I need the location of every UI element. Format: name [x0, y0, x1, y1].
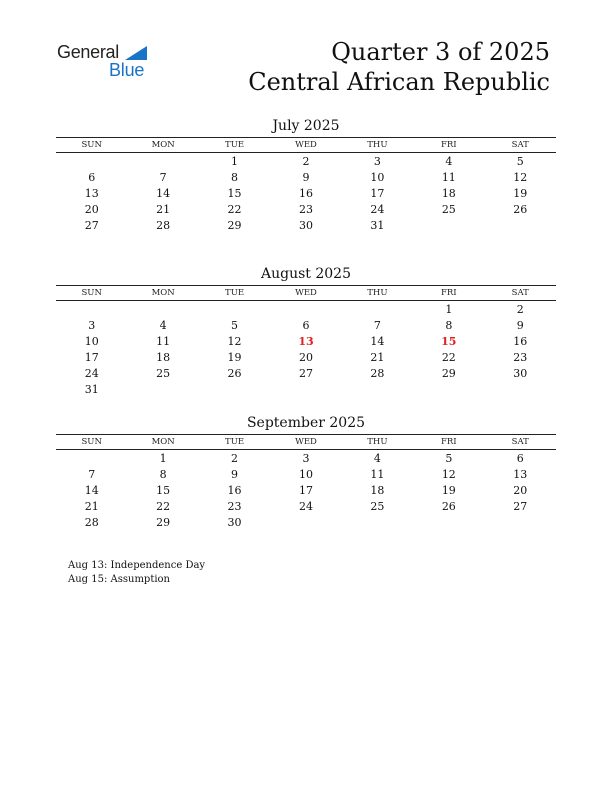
week-row [56, 169, 556, 185]
day-cell: 16 [513, 334, 528, 348]
day-cell: 5 [231, 318, 239, 332]
day-cell: 29 [441, 366, 456, 380]
day-cell: 21 [84, 499, 99, 513]
weekday-label: SUN [81, 437, 102, 447]
holiday-day-cell: 13 [298, 334, 314, 348]
day-cell: 2 [302, 154, 310, 168]
day-cell: 17 [370, 186, 385, 200]
day-cell: 4 [445, 154, 453, 168]
day-cell: 6 [88, 170, 96, 184]
day-cell: 31 [84, 382, 99, 396]
day-cell: 30 [298, 218, 313, 232]
day-cell: 30 [513, 366, 528, 380]
weekday-label: SAT [511, 140, 529, 150]
day-cell: 13 [84, 186, 99, 200]
day-cell: 10 [370, 170, 385, 184]
month-september [56, 414, 556, 530]
day-cell: 16 [227, 483, 242, 497]
week-row [56, 365, 556, 381]
weekday-label: MON [151, 437, 175, 447]
day-cell: 26 [441, 499, 456, 513]
weekday-label: TUE [225, 288, 245, 298]
weekday-label: FRI [440, 140, 457, 150]
week-row [56, 514, 556, 530]
day-cell: 7 [373, 318, 381, 332]
day-cell: 19 [513, 186, 528, 200]
page-title: Quarter 3 of 2025 [331, 38, 550, 66]
day-cell: 26 [227, 366, 242, 380]
page-subtitle: Central African Republic [248, 68, 550, 96]
week-row [56, 153, 556, 169]
day-cell: 18 [441, 186, 456, 200]
month-july [56, 117, 556, 233]
day-cell: 22 [156, 499, 171, 513]
day-cell: 11 [370, 467, 385, 481]
weekday-label: WED [295, 288, 317, 298]
day-cell: 15 [227, 186, 242, 200]
day-cell: 13 [513, 467, 528, 481]
weekday-label: FRI [440, 288, 457, 298]
day-cell: 6 [302, 318, 310, 332]
month-title: August 2025 [261, 266, 351, 282]
day-cell: 24 [298, 499, 313, 513]
week-row [56, 482, 556, 498]
day-cell: 9 [231, 467, 239, 481]
weekday-label: MON [151, 288, 175, 298]
weekday-label: THU [367, 437, 388, 447]
day-cell: 14 [156, 186, 171, 200]
weekday-label: SAT [511, 288, 529, 298]
day-cell: 29 [156, 515, 171, 529]
week-row [56, 466, 556, 482]
day-cell: 12 [227, 334, 242, 348]
month-title: July 2025 [272, 118, 340, 134]
month-august [56, 265, 556, 397]
day-cell: 31 [370, 218, 385, 232]
day-cell: 17 [84, 350, 99, 364]
week-row [56, 349, 556, 365]
day-cell: 22 [227, 202, 242, 216]
day-cell: 26 [513, 202, 528, 216]
weekday-header-row [56, 434, 556, 450]
holiday-note: Aug 13: Independence Day [68, 560, 206, 571]
day-cell: 12 [513, 170, 528, 184]
weekday-label: FRI [440, 437, 457, 447]
weekday-label: WED [295, 437, 317, 447]
day-cell: 18 [156, 350, 171, 364]
day-cell: 3 [302, 451, 310, 465]
day-cell: 24 [370, 202, 385, 216]
holiday-day-cell: 15 [441, 334, 457, 348]
day-cell: 3 [373, 154, 381, 168]
weekday-label: SAT [511, 437, 529, 447]
month-title: September 2025 [246, 415, 366, 431]
week-row [56, 333, 556, 349]
week-row [56, 301, 556, 317]
day-cell: 8 [445, 318, 453, 332]
day-cell: 9 [516, 318, 524, 332]
weekday-label: MON [151, 140, 175, 150]
logo-triangle-icon [125, 46, 147, 60]
day-cell: 28 [156, 218, 171, 232]
day-cell: 8 [231, 170, 239, 184]
day-cell: 25 [156, 366, 171, 380]
day-cell: 1 [445, 302, 453, 316]
day-cell: 25 [370, 499, 385, 513]
logo-general-text: General [57, 42, 119, 62]
day-cell: 9 [302, 170, 310, 184]
week-row [56, 450, 556, 466]
day-cell: 7 [88, 467, 96, 481]
day-cell: 20 [513, 483, 528, 497]
weekday-label: TUE [225, 140, 245, 150]
day-cell: 21 [156, 202, 171, 216]
day-cell: 15 [156, 483, 171, 497]
day-cell: 18 [370, 483, 385, 497]
generalblue-logo [57, 42, 157, 82]
day-cell: 11 [156, 334, 171, 348]
day-cell: 1 [231, 154, 239, 168]
day-cell: 27 [298, 366, 313, 380]
weekday-label: WED [295, 140, 317, 150]
day-cell: 17 [298, 483, 313, 497]
week-row [56, 185, 556, 201]
day-cell: 3 [88, 318, 96, 332]
day-cell: 2 [516, 302, 524, 316]
day-cell: 22 [441, 350, 456, 364]
day-cell: 10 [84, 334, 99, 348]
day-cell: 4 [373, 451, 381, 465]
day-cell: 19 [441, 483, 456, 497]
day-cell: 23 [298, 202, 313, 216]
day-cell: 20 [298, 350, 313, 364]
week-row [56, 381, 556, 397]
logo-blue-text: Blue [109, 60, 145, 80]
day-cell: 11 [441, 170, 456, 184]
day-cell: 23 [227, 499, 242, 513]
weekday-label: TUE [225, 437, 245, 447]
week-row [56, 217, 556, 233]
day-cell: 27 [84, 218, 99, 232]
day-cell: 2 [231, 451, 239, 465]
day-cell: 23 [513, 350, 528, 364]
day-cell: 29 [227, 218, 242, 232]
day-cell: 27 [513, 499, 528, 513]
holiday-note: Aug 15: Assumption [68, 574, 171, 585]
week-row [56, 201, 556, 217]
weekday-label: SUN [81, 140, 102, 150]
day-cell: 25 [441, 202, 456, 216]
day-cell: 5 [445, 451, 453, 465]
day-cell: 10 [298, 467, 313, 481]
day-cell: 7 [159, 170, 167, 184]
holiday-notes [68, 559, 205, 587]
day-cell: 4 [159, 318, 167, 332]
day-cell: 28 [370, 366, 385, 380]
weekday-header-row [56, 285, 556, 301]
day-cell: 24 [84, 366, 99, 380]
day-cell: 12 [441, 467, 456, 481]
day-cell: 14 [370, 334, 385, 348]
week-row [56, 498, 556, 514]
weekday-label: SUN [81, 288, 102, 298]
day-cell: 5 [516, 154, 524, 168]
day-cell: 14 [84, 483, 99, 497]
day-cell: 21 [370, 350, 385, 364]
day-cell: 16 [298, 186, 313, 200]
day-cell: 6 [516, 451, 524, 465]
day-cell: 1 [159, 451, 167, 465]
weekday-label: THU [367, 140, 388, 150]
weekday-header-row [56, 137, 556, 153]
day-cell: 28 [84, 515, 99, 529]
day-cell: 30 [227, 515, 242, 529]
weekday-label: THU [367, 288, 388, 298]
day-cell: 20 [84, 202, 99, 216]
week-row [56, 317, 556, 333]
day-cell: 19 [227, 350, 242, 364]
day-cell: 8 [159, 467, 167, 481]
